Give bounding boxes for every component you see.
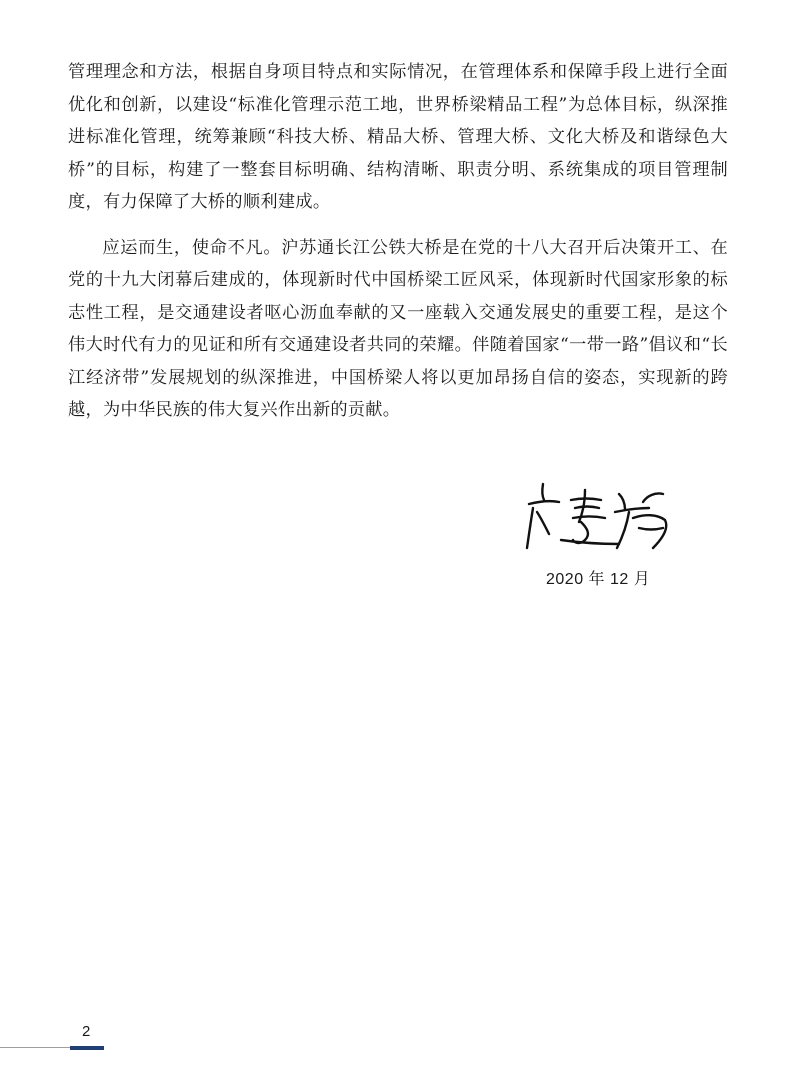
body-text xyxy=(68,56,728,427)
footer-rule-accent xyxy=(70,1046,104,1050)
footer-rule xyxy=(0,1046,104,1050)
handwritten-signature xyxy=(515,478,685,558)
page-number: 2 xyxy=(82,1023,91,1040)
signature-date: 2020 年 12 月 xyxy=(546,571,651,588)
paragraph-1: 管理理念和方法，根据自身项目特点和实际情况，在管理体系和保障手段上进行全面优化和创新，以建设“标准化管理示范工地，世界桥梁精品工程”为总体目标，纵深推进标准化管理，统筹兼顾“科技大桥、精品大桥、管理大桥、文化大桥及和谐绿色大桥”的目标，构建了一整套目标明确、结构清晰、职责分明、系统集成的项目管理制度，有力保障了大桥的顺利建成。 xyxy=(68,62,728,212)
paragraph-2: 应运而生，使命不凡。沪苏通长江公铁大桥是在党的十八大召开后决策开工、在党的十九大闭幕后建成的，体现新时代中国桥梁工匠风采，体现新时代国家形象的标志性工程，是交通建设者呕心沥血奉献的又一座载入交通发展史的重要工程，是这个伟大时代有力的见证和所有交通建设者共同的荣耀。伴随着国家“一带一路”倡议和“长江经济带”发展规划的纵深推进，中国桥梁人将以更加昂扬自信的姿态，实现新的跨越，为中华民族的伟大复兴作出新的贡献。 xyxy=(68,237,728,420)
